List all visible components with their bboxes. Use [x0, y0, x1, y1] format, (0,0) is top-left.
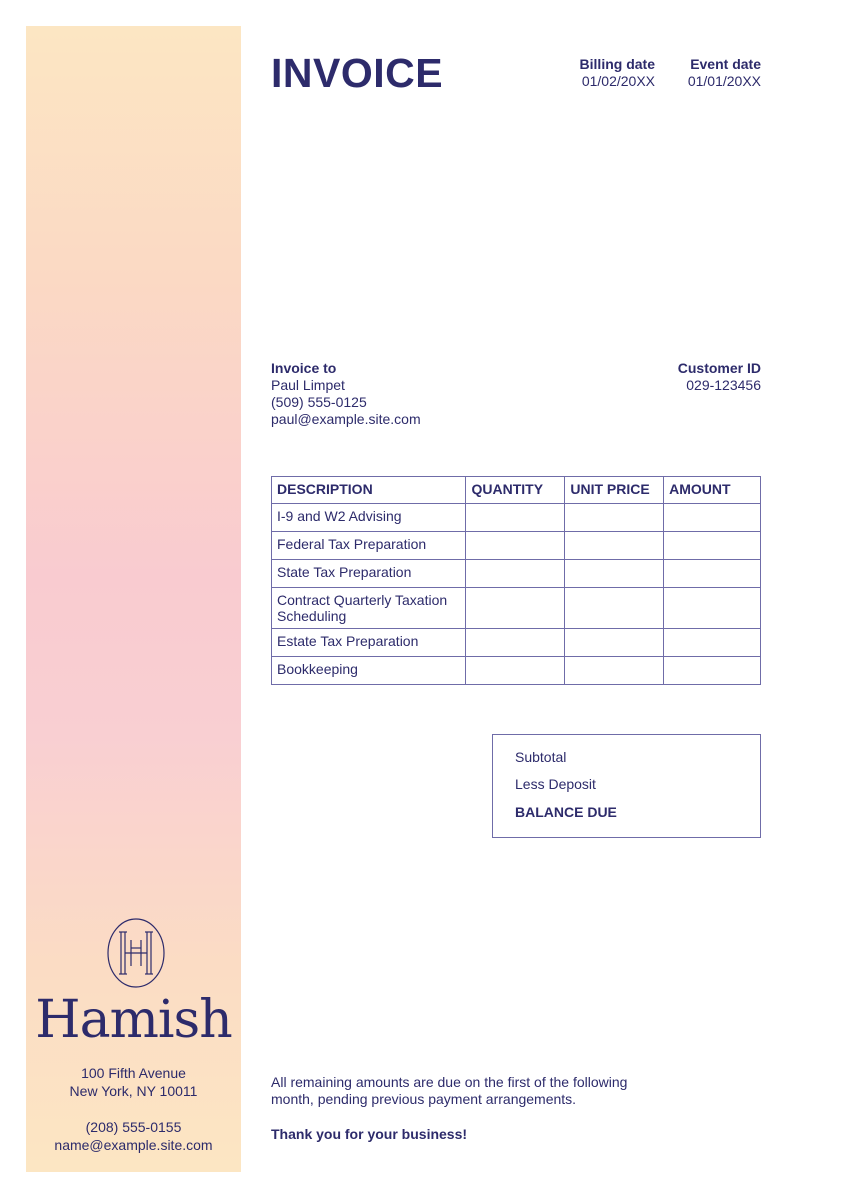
balance-due-label: BALANCE DUE: [515, 804, 617, 820]
row-quantity: [466, 560, 565, 588]
event-date-label: Event date: [690, 56, 761, 72]
billing-date-label: Billing date: [579, 56, 655, 72]
row-quantity: [466, 629, 565, 657]
column-header-amount: AMOUNT: [664, 477, 761, 504]
row-description: Contract Quarterly Taxation Scheduling: [272, 588, 466, 629]
row-amount: [664, 588, 761, 629]
invoice-to-block: [271, 360, 421, 428]
row-unit-price: [565, 629, 664, 657]
row-description: I-9 and W2 Advising: [272, 504, 466, 532]
row-description: State Tax Preparation: [272, 560, 466, 588]
row-amount: [664, 560, 761, 588]
row-description: Estate Tax Preparation: [272, 629, 466, 657]
table-row: [272, 588, 761, 629]
customer-id-label: Customer ID: [677, 360, 761, 376]
subtotal-label: Subtotal: [515, 749, 567, 765]
monogram-logo-icon: [107, 918, 165, 988]
column-header-description: DESCRIPTION: [272, 477, 466, 504]
row-unit-price: [565, 588, 664, 629]
invoice-to-name: Paul Limpet: [271, 377, 345, 393]
table-row: [272, 532, 761, 560]
row-quantity: [466, 657, 565, 685]
row-amount: [664, 657, 761, 685]
company-name: Hamish: [35, 990, 232, 1050]
row-quantity: [466, 532, 565, 560]
row-amount: [664, 504, 761, 532]
event-date-value: 01/01/20XX: [687, 73, 761, 89]
column-header-unit-price: UNIT PRICE: [565, 477, 664, 504]
row-unit-price: [565, 560, 664, 588]
invoice-to-label: Invoice to: [271, 360, 337, 376]
customer-id-block: [678, 360, 761, 394]
column-header-quantity: QUANTITY: [466, 477, 565, 504]
invoice-to-phone: (509) 555-0125: [271, 394, 367, 410]
line-items-table: [271, 476, 761, 685]
billing-date-value: 01/02/20XX: [581, 73, 655, 89]
row-amount: [664, 532, 761, 560]
payment-terms-note: All remaining amounts are due on the first of the following month, pending previous payment arrangements.: [271, 1074, 628, 1107]
table-row: [272, 629, 761, 657]
billing-date-block: [580, 56, 655, 90]
thank-you-note: Thank you for your business!: [271, 1126, 468, 1142]
row-unit-price: [565, 532, 664, 560]
company-phone: (208) 555-0155: [85, 1119, 182, 1135]
company-address-line2: New York, NY 10011: [69, 1083, 198, 1099]
customer-id-value: 029-123456: [686, 377, 761, 393]
row-description: Bookkeeping: [272, 657, 466, 685]
row-unit-price: [565, 504, 664, 532]
sidebar-panel: [26, 26, 241, 1172]
deposit-label: Less Deposit: [515, 776, 596, 792]
invoice-to-email: paul@example.site.com: [271, 411, 421, 427]
table-row: [272, 560, 761, 588]
company-email: name@example.site.com: [54, 1137, 213, 1153]
row-unit-price: [565, 657, 664, 685]
table-row: [272, 657, 761, 685]
row-quantity: [466, 588, 565, 629]
company-address-line1: 100 Fifth Avenue: [81, 1065, 186, 1081]
event-date-block: [688, 56, 761, 90]
row-amount: [664, 629, 761, 657]
totals-box: [492, 734, 761, 838]
table-row: [272, 504, 761, 532]
table-header-row: [272, 477, 761, 504]
row-description: Federal Tax Preparation: [272, 532, 466, 560]
row-quantity: [466, 504, 565, 532]
invoice-title: INVOICE: [271, 50, 444, 96]
